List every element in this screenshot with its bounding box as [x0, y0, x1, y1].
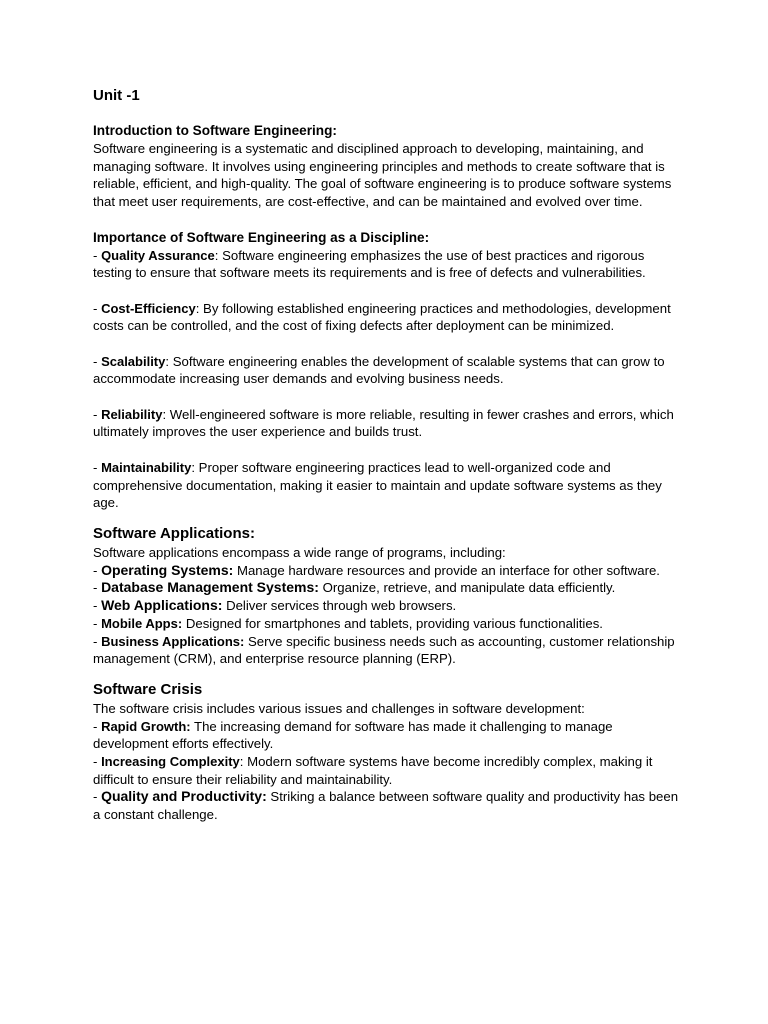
importance-item-reliability: - Reliability: Well-engineered software is more reliable, resulting in fewer crashes and errors, which ultimately improves the user experience and builds trust. [93, 406, 674, 440]
importance-item-maintainability: - Maintainability: Proper software engineering practices lead to well-organized code and comprehensive documentation, making it easier to maintain and update software systems as they age. [93, 459, 662, 511]
document-page [93, 86, 683, 824]
crisis-item-complexity: - Increasing Complexity: Modern software systems have become incredibly complex, making it difficult to ensure their reliability and maintainability. [93, 754, 653, 787]
term-operating-systems: Operating Systems: [101, 561, 234, 578]
term-maintainability: Maintainability [101, 459, 192, 475]
term-dbms: Database Management Systems: [101, 579, 319, 596]
importance-item-scalability: - Scalability: Software engineering enables the development of scalable systems that can grow to accommodate increasing user demands and evolving business needs. [93, 353, 665, 387]
app-item-os: - Operating Systems: Manage hardware resources and provide an interface for other software. [93, 561, 660, 578]
intro-heading: Introduction to Software Engineering: [93, 123, 337, 138]
unit-title: Unit -1 [93, 87, 140, 104]
app-item-business: - Business Applications: Serve specific business needs such as accounting, customer relationship management (CRM), and enterprise resource planning (ERP). [93, 633, 675, 667]
term-rapid-growth: Rapid Growth: [101, 718, 191, 734]
app-item-dbms: - Database Management Systems: Organize, retrieve, and manipulate data efficiently. [93, 579, 616, 596]
term-quality-assurance: Quality Assurance [101, 247, 215, 263]
crisis-heading: Software Crisis [93, 680, 203, 698]
term-increasing-complexity: Increasing Complexity [101, 754, 240, 770]
term-cost-efficiency: Cost-Efficiency [101, 300, 196, 316]
app-item-mobile: - Mobile Apps: Designed for smartphones and tablets, providing various functionalities. [93, 615, 603, 631]
term-scalability: Scalability [101, 353, 166, 369]
crisis-item-quality: - Quality and Productivity: Striking a balance between software quality and productivity has been a constant challenge. [93, 788, 679, 823]
importance-item-cost: - Cost-Efficiency: By following established engineering practices and methodologies, development costs can be controlled, and the cost of fixing defects after deployment can be minimized. [93, 300, 671, 334]
crisis-intro: The software crisis includes various issues and challenges in software development: [93, 700, 585, 716]
app-item-web: - Web Applications: Deliver services through web browsers. [93, 597, 457, 614]
importance-heading: Importance of Software Engineering as a Discipline: [93, 229, 430, 245]
crisis-item-growth: - Rapid Growth: The increasing demand for software has made it challenging to manage development efforts effectively. [93, 718, 613, 752]
term-quality-productivity: Quality and Productivity: [101, 788, 267, 805]
term-reliability: Reliability [101, 406, 163, 422]
importance-item-quality: - Quality Assurance: Software engineering emphasizes the use of best practices and rigorous testing to ensure that software meets its requirements and is free of defects and vulnerabilities. [93, 247, 646, 281]
intro-paragraph: Software engineering is a systematic and disciplined approach to developing, maintaining, and managing software. It involves using engineering principles and methods to create software that is reliable, efficient, and high-quality. The goal of software engineering is to produce software systems that meet user requirements, are cost-effective, and can be maintained and evolved over time. [93, 141, 672, 210]
applications-heading: Software Applications: [93, 524, 255, 542]
applications-intro: Software applications encompass a wide range of programs, including: [93, 544, 506, 560]
term-business-applications: Business Applications: [101, 633, 245, 649]
term-mobile-apps: Mobile Apps: [101, 615, 183, 631]
term-web-applications: Web Applications: [101, 597, 223, 614]
